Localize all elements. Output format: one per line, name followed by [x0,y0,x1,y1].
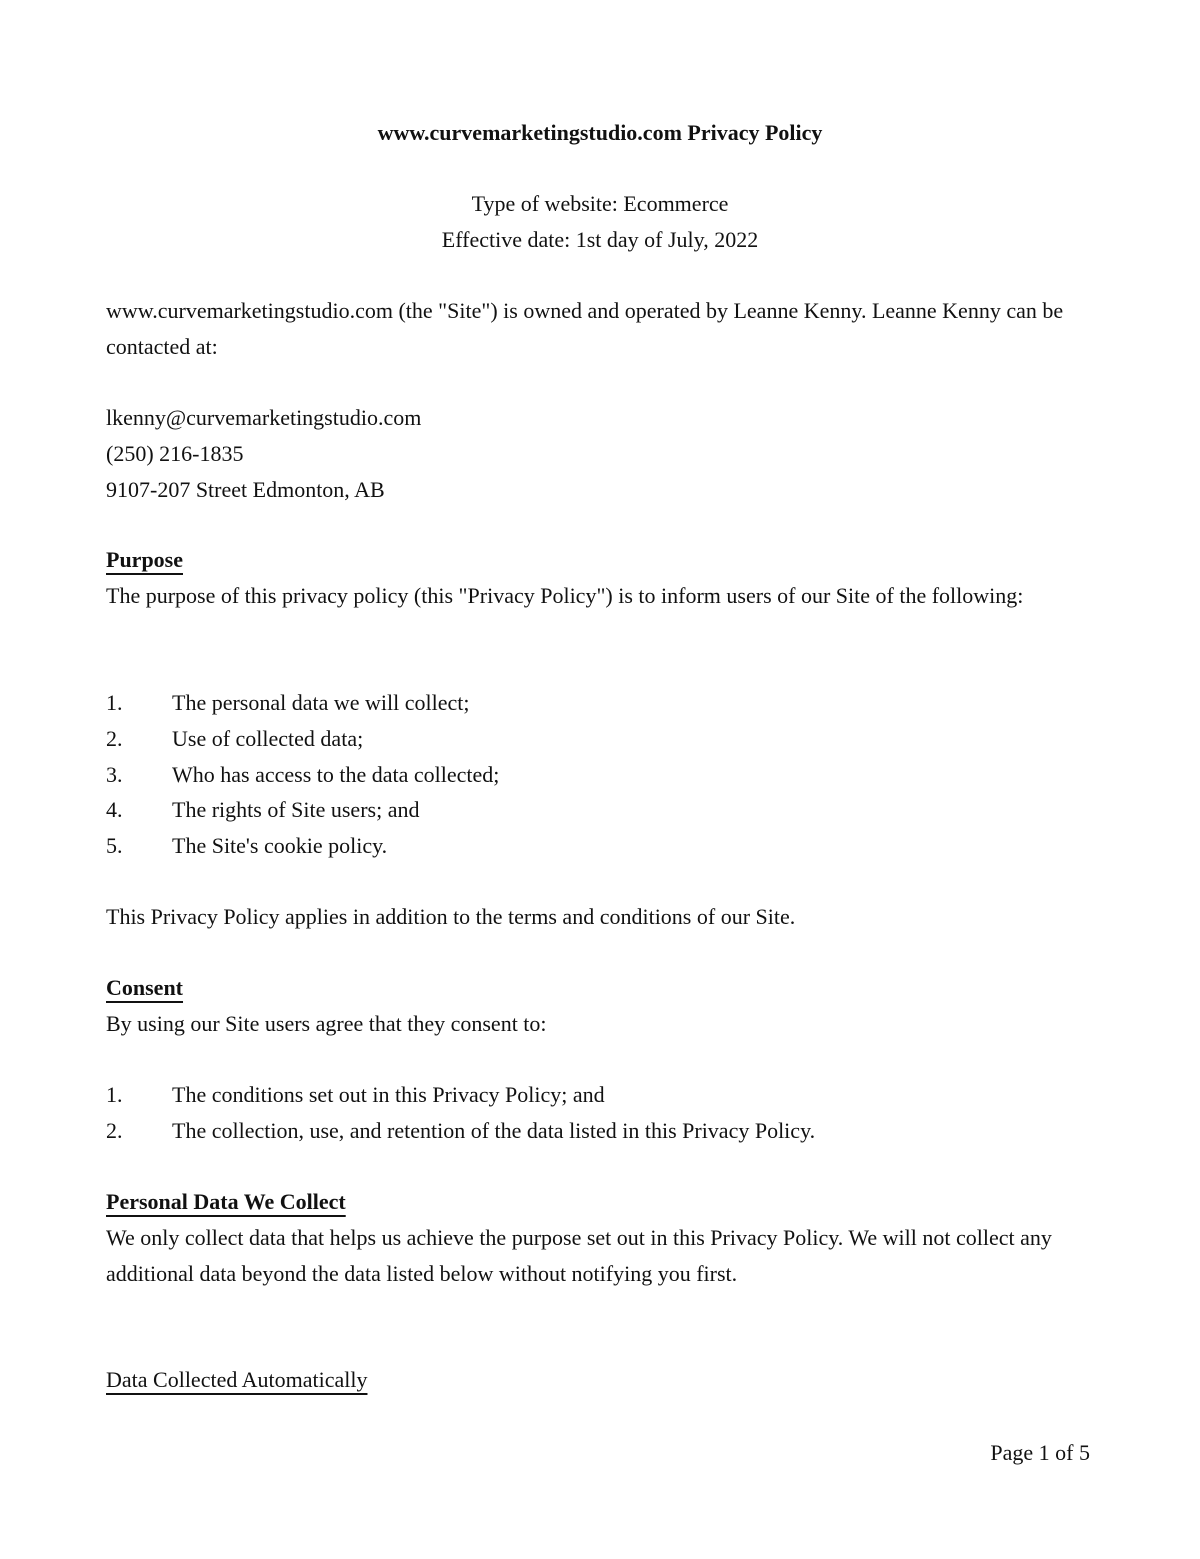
purpose-heading: Purpose [106,547,183,572]
contact-address: 9107-207 Street Edmonton, AB [106,477,385,502]
consent-paragraph: By using our Site users agree that they consent to: [106,1011,547,1036]
contact-email: lkenny@curvemarketingstudio.com [106,405,422,430]
page-number: Page 1 of 5 [990,1440,1090,1465]
document-title: www.curvemarketingstudio.com Privacy Policy [377,120,823,145]
personal-data-heading: Personal Data We Collect [106,1189,346,1214]
website-type: Type of website: Ecommerce [471,191,729,216]
purpose-footer: This Privacy Policy applies in addition to the terms and conditions of our Site. [106,904,796,929]
consent-heading: Consent [106,975,184,1000]
effective-date: Effective date: 1st day of July, 2022 [441,227,759,252]
intro-paragraph: www.curvemarketingstudio.com (the "Site") is owned and operated by Leanne Kenny. Leanne Kenny can be contacted at: [106,298,1064,359]
contact-phone: (250) 216-1835 [106,441,244,466]
purpose-paragraph: The purpose of this privacy policy (this "Privacy Policy") is to inform users of our Site of the following: [106,583,1024,608]
personal-data-paragraph: We only collect data that helps us achieve the purpose set out in this Privacy Policy. We will not collect any additional data beyond the data listed below without notifying you first. [106,1225,1052,1286]
data-collected-automatically-subheading: Data Collected Automatically [106,1367,368,1392]
